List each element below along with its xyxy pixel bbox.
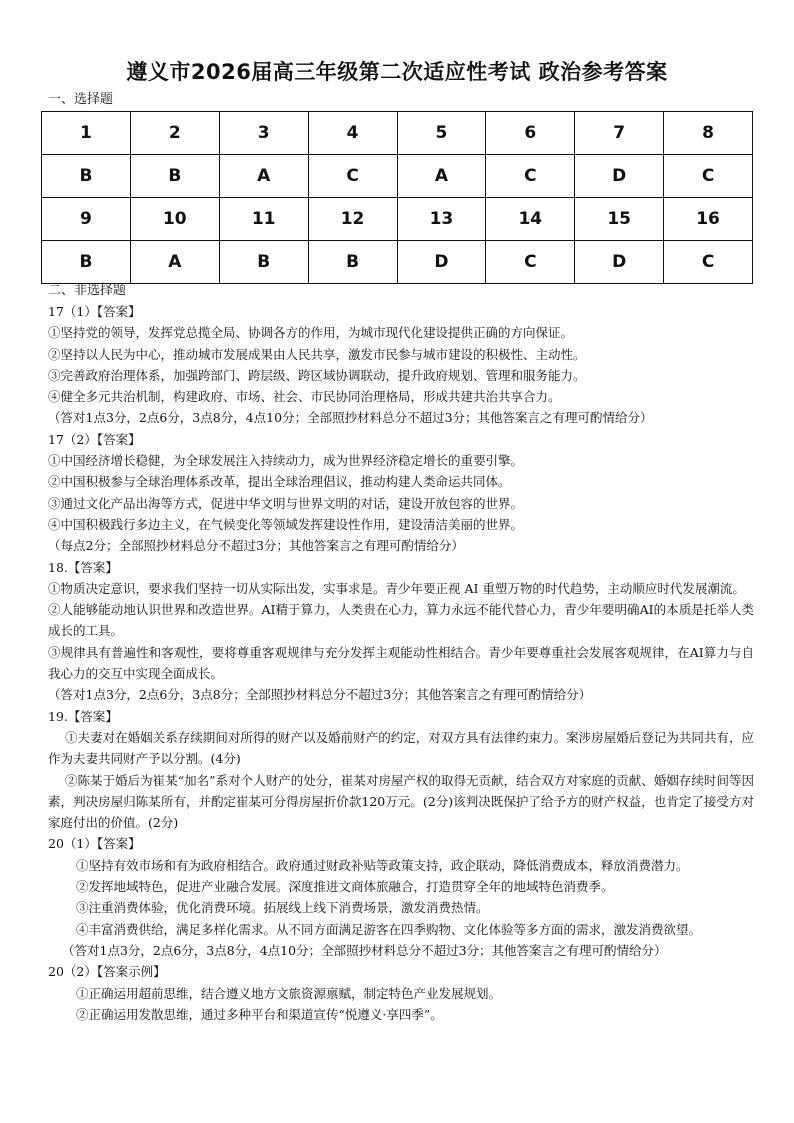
q17-2-point: ④中国积极践行多边主义，在气候变化等领域发挥建设性作用，建设清洁美丽的世界。 (48, 516, 524, 532)
table-cell: D (575, 155, 664, 198)
q20-1-point: ②发挥地域特色，促进产业融合发展。深度推进文商体旅融合，打造贯穿全年的地域特色消费季。 (76, 879, 614, 895)
table-cell: C (486, 241, 575, 284)
table-cell: D (397, 241, 486, 284)
table-cell: 10 (130, 198, 219, 241)
table-cell: 15 (575, 198, 664, 241)
table-cell: A (219, 155, 308, 198)
table-cell: 13 (397, 198, 486, 241)
q20-1-scoring: （答对1点3分，2点6分，3点8分，4点10分；全部照抄材料总分不超过3分；其他答案言之有理可酌情给分） (62, 942, 667, 958)
table-cell: B (308, 241, 397, 284)
q18-point: ①物质决定意识，要求我们坚持一切从实际出发，实事求是。青少年要正视 AI 重塑万物的时代趋势，主动顺应时代发展潮流。 (48, 580, 745, 596)
table-cell: B (219, 241, 308, 284)
table-cell: C (664, 241, 753, 284)
table-cell: D (575, 241, 664, 284)
table-cell: 16 (664, 198, 753, 241)
q20-1-point: ①坚持有效市场和有为政府相结合。政府通过财政补贴等政策支持，政企联动，降低消费成本，释放消费潜力。 (76, 857, 689, 873)
answer-body (48, 301, 754, 1025)
q20-2-point: ①正确运用超前思维，结合遵义地方文旅资源禀赋，制定特色产业发展规划。 (76, 985, 502, 1001)
choice-answer-table (41, 111, 753, 284)
q18-heading: 18.【答案】 (48, 559, 118, 575)
section-choice-heading: 一、选择题 (48, 92, 114, 107)
q17-2-heading: 17（2）【答案】 (48, 431, 141, 447)
table-cell: A (397, 155, 486, 198)
q20-1-point: ③注重消费体验，优化消费环境。拓展线上线下消费场景，激发消费热情。 (76, 900, 489, 916)
table-cell: 5 (397, 112, 486, 155)
q17-1-point: ②坚持以人民为中心，推动城市发展成果由人民共享，激发市民参与城市建设的积极性、主动性。 (48, 346, 586, 362)
q18-scoring: （答对1点3分，2点6分，3点8分；全部照抄材料总分不超过3分；其他答案言之有理可酌情给分） (48, 687, 592, 703)
q17-1-heading: 17（1）【答案】 (48, 304, 141, 319)
table-cell: 6 (486, 112, 575, 155)
table-row (42, 241, 753, 284)
table-cell: 1 (42, 112, 131, 155)
q17-1-scoring: （答对1点3分，2点6分，3点8分，4点10分；全部照抄材料总分不超过3分；其他答案言之有理可酌情给分） (48, 410, 653, 426)
q17-2-point: ③通过文化产品出海等方式，促进中华文明与世界文明的对话，建设开放包容的世界。 (48, 495, 524, 511)
section-nonchoice-heading: 二、非选择题 (48, 283, 127, 298)
q19-heading: 19.【答案】 (48, 708, 118, 724)
table-cell: A (130, 241, 219, 284)
table-cell: 7 (575, 112, 664, 155)
q20-2-point: ②正确运用发散思维，通过多种平台和渠道宣传“悦遵义·享四季”。 (76, 1006, 443, 1022)
q17-2-point: ①中国经济增长稳健，为全球发展注入持续动力，成为世界经济稳定增长的重要引擎。 (48, 453, 524, 469)
table-row (42, 198, 753, 241)
q18-point: ③规律具有普遍性和客观性，要将尊重客观规律与充分发挥主观能动性相结合。青少年要尊重社会发展客观规律，在AI算力与自我心力的交互中实现全面成长。 (48, 644, 754, 682)
q19-point: ①夫妻对在婚姻关系存续期间对所得的财产以及婚前财产的约定，对双方具有法律约束力。案涉房屋婚后登记为共同共有，应作为夫妻共同财产予以分割。(4分) (48, 729, 754, 767)
q19-point: ②陈某于婚后为崔某“加名”系对个人财产的处分，崔某对房屋产权的取得无贡献，结合双方对家庭的贡献、婚姻存续时间等因素，判决房屋归陈某所有，并酌定崔某可分得房屋折价款120万元。(2分)该判决既保护了给予方的财产权益，也肯定了接受方对家庭付出的价值。(2分) (48, 772, 754, 831)
table-cell: C (664, 155, 753, 198)
table-cell: 8 (664, 112, 753, 155)
table-cell: B (42, 155, 131, 198)
table-row (42, 112, 753, 155)
table-cell: 4 (308, 112, 397, 155)
table-cell: 12 (308, 198, 397, 241)
table-cell: 14 (486, 198, 575, 241)
page-title: 遵义市2026届高三年级第二次适应性考试 政治参考答案 (126, 60, 668, 84)
table-cell: 11 (219, 198, 308, 241)
table-cell: C (308, 155, 397, 198)
table-cell: 3 (219, 112, 308, 155)
q20-1-heading: 20（1）【答案】 (48, 836, 141, 852)
table-cell: B (42, 241, 131, 284)
table-row (42, 155, 753, 198)
table-cell: 9 (42, 198, 131, 241)
q17-1-point: ①坚持党的领导，发挥党总揽全局、协调各方的作用，为城市现代化建设提供正确的方向保证。 (48, 325, 574, 341)
table-cell: C (486, 155, 575, 198)
q18-point: ②人能够能动地认识世界和改造世界。AI精于算力，人类贵在心力，算力永远不能代替心力，青少年要明确AI的本质是托举人类成长的工具。 (48, 602, 754, 639)
table-cell: 2 (130, 112, 219, 155)
q20-1-point: ④丰富消费供给，满足多样化需求。从不同方面满足游客在四季购物、文化体验等多方面的需求，激发消费欲望。 (76, 921, 702, 937)
q17-1-point: ③完善政府治理体系，加强跨部门、跨层级、跨区域协调联动，提升政府规划、管理和服务能力。 (48, 367, 586, 383)
q17-2-scoring: （每点2分；全部照抄材料总分不超过3分；其他答案言之有理可酌情给分） (48, 538, 464, 554)
q17-2-point: ②中国积极参与全球治理体系改革，提出全球治理倡议，推动构建人类命运共同体。 (48, 474, 511, 490)
q17-1-point: ④健全多元共治机制，构建政府、市场、社会、市民协同治理格局，形成共建共治共享合力。 (48, 389, 561, 405)
q20-2-heading: 20（2）【答案示例】 (48, 964, 166, 980)
table-cell: B (130, 155, 219, 198)
